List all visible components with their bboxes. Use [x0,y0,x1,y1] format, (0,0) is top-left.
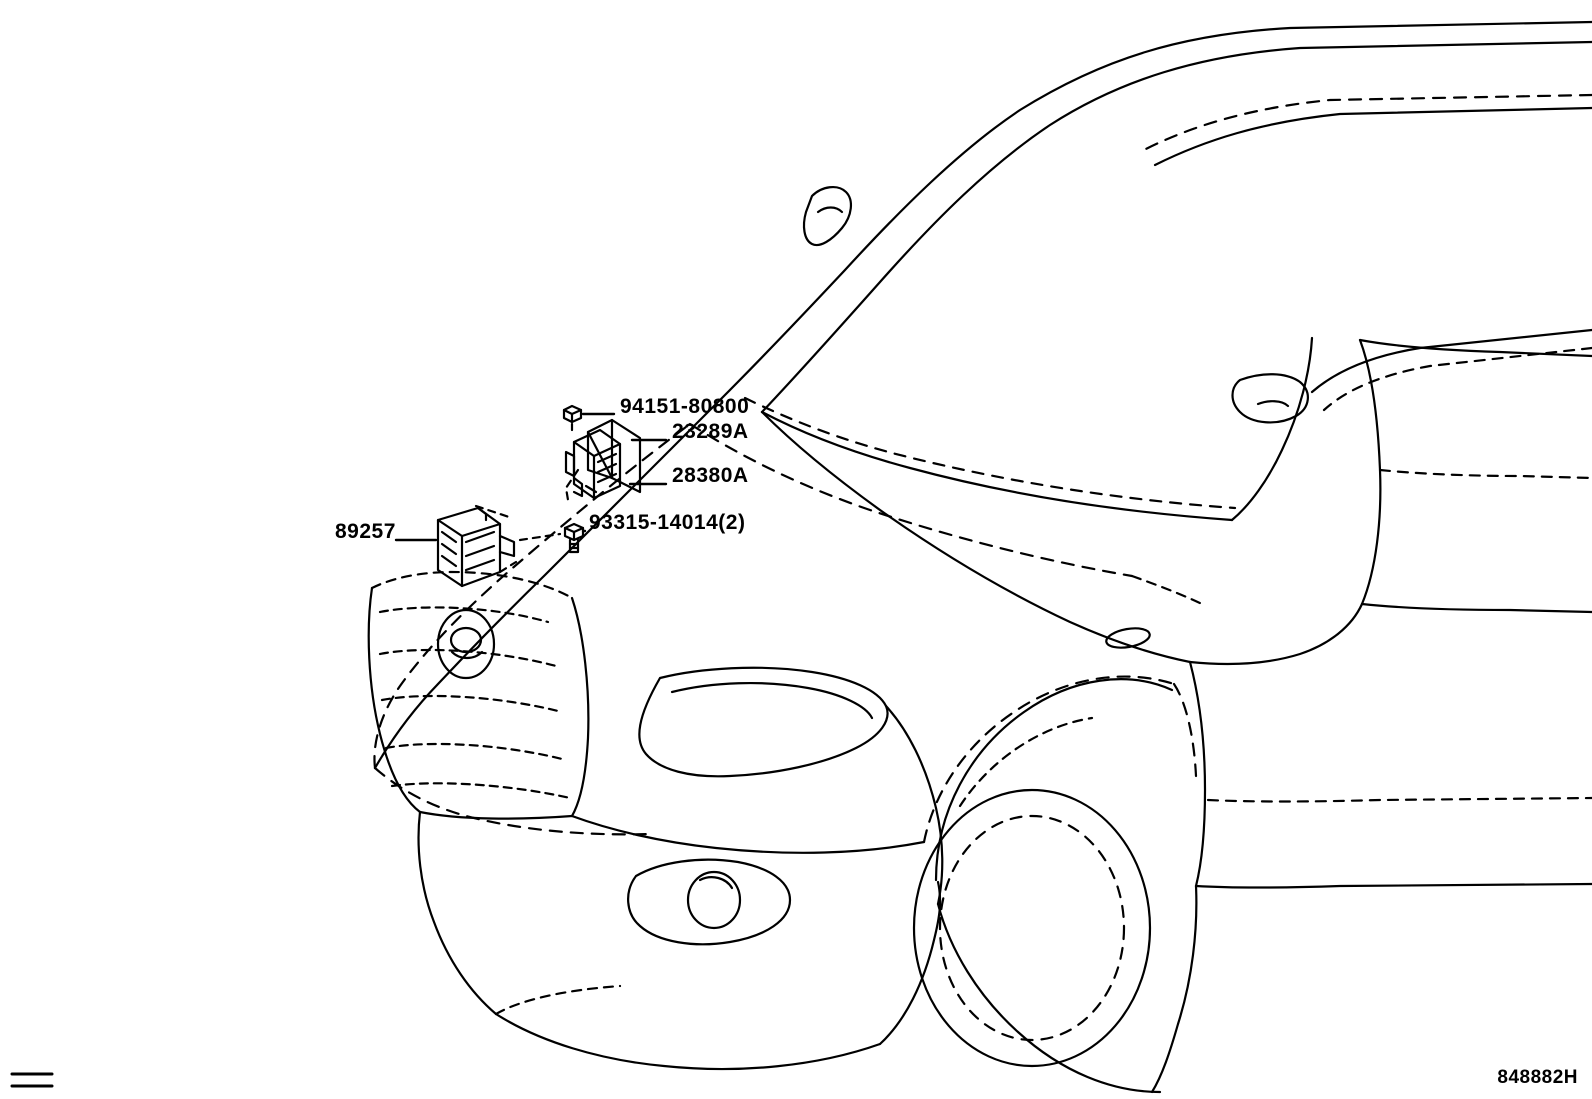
rocker-line [1196,884,1592,888]
mirror-sail [1233,374,1308,422]
ecu-fin-1 [442,532,456,542]
ecu-mount-dashed [476,506,516,572]
mirror-detail [1258,401,1288,406]
part-94151-80800-nut [564,406,581,422]
a-pillar-base [1232,338,1312,520]
part-93315-14014-bolt [565,524,583,552]
bumper-right-upper [886,706,942,904]
windshield-lower-dashed [745,398,1235,508]
registration-mark [12,1074,52,1086]
computer-side-tab [566,452,574,476]
wheel-arch-rear [1152,886,1196,1092]
fog-lamp-lens [688,872,740,928]
part-89257-ecu [438,508,514,586]
grille-slat-3 [382,696,562,712]
valance-dashed [496,986,620,1014]
callout-89257: 89257 [335,520,396,543]
grille-right-edge [572,598,588,816]
fender-marker [1105,625,1151,650]
hood-side-crease [762,412,1190,662]
emblem-outer [438,610,494,678]
roof-inner-line [1155,108,1592,165]
ecu-fin-2 [442,544,456,554]
figure-code: 848882H [1497,1067,1578,1088]
fender-top [1190,604,1362,664]
wheel-arch-upper-dashed-2 [1174,684,1196,776]
tire-ellipse [914,790,1150,1066]
cowl-line [762,412,1232,520]
door-line-mid-dashed [1380,470,1592,478]
headlight-right-inner [672,683,872,718]
fender-liner-dashed [960,718,1092,806]
callout-94151-80800: 94151-80800 [620,395,750,418]
grille-slat-4 [386,744,566,760]
roof-to-hood-edge [375,22,1592,768]
bumper-left-edge [419,812,496,1014]
antenna-detail [818,208,842,213]
grille-bottom [420,812,572,819]
bumper-bottom [496,1014,880,1069]
callout-23289A: 23289A [672,420,749,443]
hood-front-dashed [375,768,650,834]
bumper-right-lower [880,882,940,1044]
grille-top-dashed [372,572,572,598]
tire-outer-upper [936,679,1172,880]
antenna-base [804,187,851,245]
ecu-tab [478,508,486,520]
ecu-face-line-2 [466,546,494,556]
bolt-axis-dashed [520,534,560,540]
ecu-connector [500,536,514,556]
fog-lamp-detail [700,877,732,888]
body-side-dashed [1208,798,1592,802]
grille-left-edge [369,588,420,812]
callout-93315-14014: 93315-14014(2) [589,511,746,534]
ecu-fin-3 [442,556,456,566]
cowl-side-dashed [1132,576,1206,606]
side-window-lower [1312,330,1592,392]
fender-front-edge [1190,662,1205,886]
side-window-dashed [1324,348,1592,410]
door-line-lower [1362,604,1592,612]
ecu-face-line-3 [466,560,494,570]
wheel-rim-dashed [940,816,1124,1040]
grille-slat-5 [392,783,570,798]
emblem-inner-1 [451,628,481,652]
callout-28380A: 28380A [672,464,749,487]
